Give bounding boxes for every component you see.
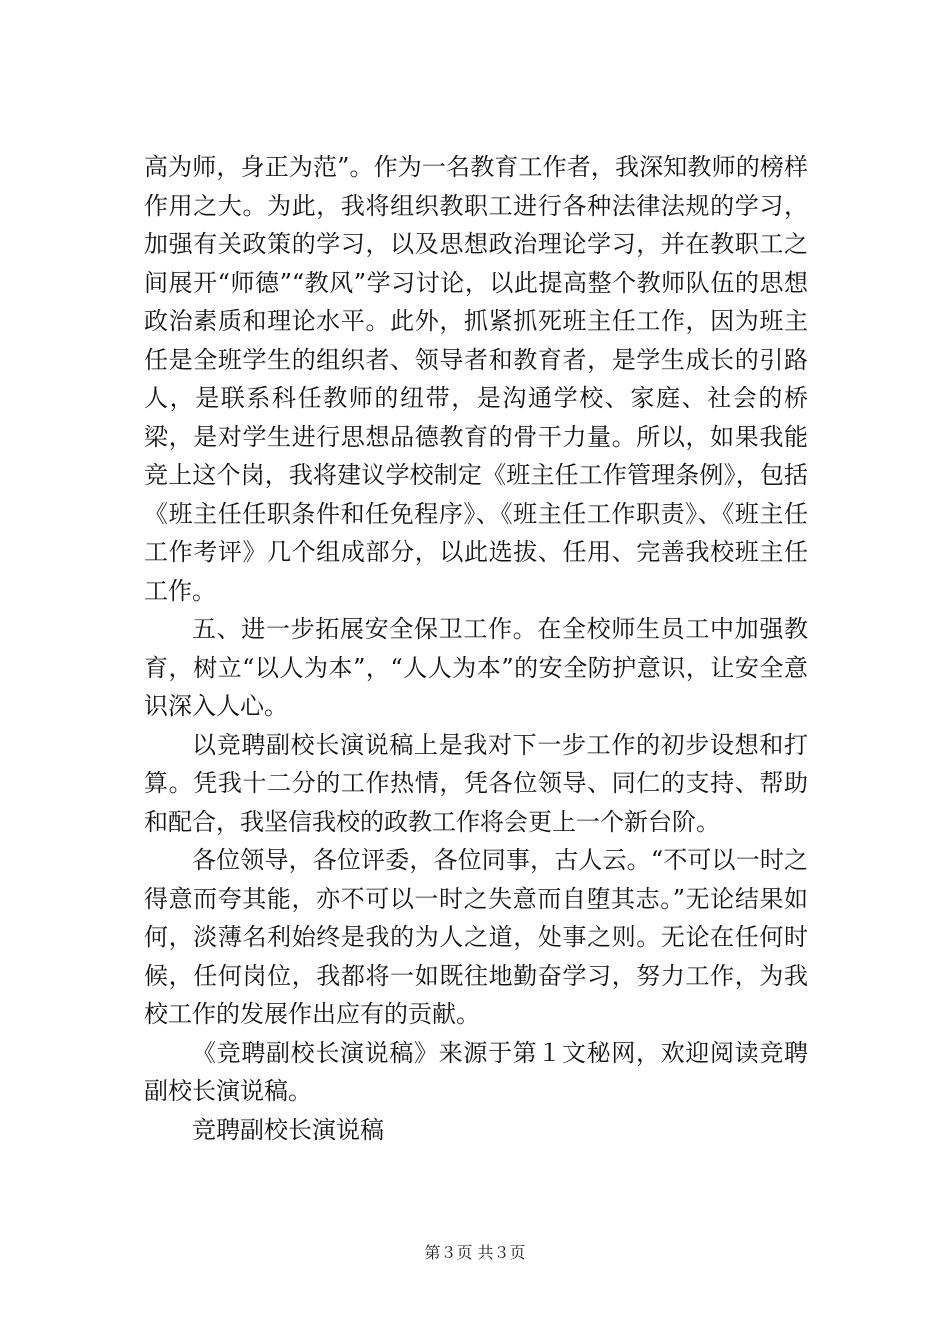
paragraph-title-repeat: 竞聘副校长演说稿: [192, 1115, 384, 1144]
paragraph-source-note: 《竞聘副校长演说稿》来源于第１文秘网，欢迎阅读竞聘副校长演说稿。: [144, 1038, 808, 1105]
paragraph-plan-summary: 以竞聘副校长演说稿上是我对下一步工作的初步设想和打算。凭我十二分的工作热情，凭各位领导、同仁的支持、帮助和配合，我坚信我校的政教工作将会更上一个新台阶。: [144, 730, 808, 836]
paragraph-closing-remarks: 各位领导，各位评委，各位同事，古人云。“不可以一时之得意而夸其能，亦不可以一时之失意而自堕其志。”无论结果如何，淡薄名利始终是我的为人之道，处事之则。无论在任何时候，任何岗位，我都将一如既往地勤奋学习，努力工作，为我校工作的发展作出应有的贡献。: [144, 846, 808, 1028]
paragraph-safety-work: 五、进一步拓展安全保卫工作。在全校师生员工中加强教育，树立“以人为本”，“人人为本”的安全防护意识，让安全意识深入人心。: [144, 615, 808, 720]
page-number-footer: 第３页 共３页: [424, 1243, 526, 1262]
document-body: [144, 148, 808, 1149]
paragraph-continuation: 高为师，身正为范”。作为一名教育工作者，我深知教师的榜样作用之大。为此，我将组织教职工进行各种法律法规的学习，加强有关政策的学习，以及思想政治理论学习，并在教职工之间展开“师德”“教风”学习讨论，以此提高整个教师队伍的思想政治素质和理论水平。此外，抓紧抓死班主任工作，因为班主任是全班学生的组织者、领导者和教育者，是学生成长的引路人，是联系科任教师的纽带，是沟通学校、家庭、社会的桥梁，是对学生进行思想品德教育的骨干力量。所以，如果我能竞上这个岗，我将建议学校制定《班主任工作管理条例》，包括《班主任任职条件和任免程序》、《班主任工作职责》、《班主任工作考评》几个组成部分，以此选拔、任用、完善我校班主任工作。: [144, 153, 808, 605]
